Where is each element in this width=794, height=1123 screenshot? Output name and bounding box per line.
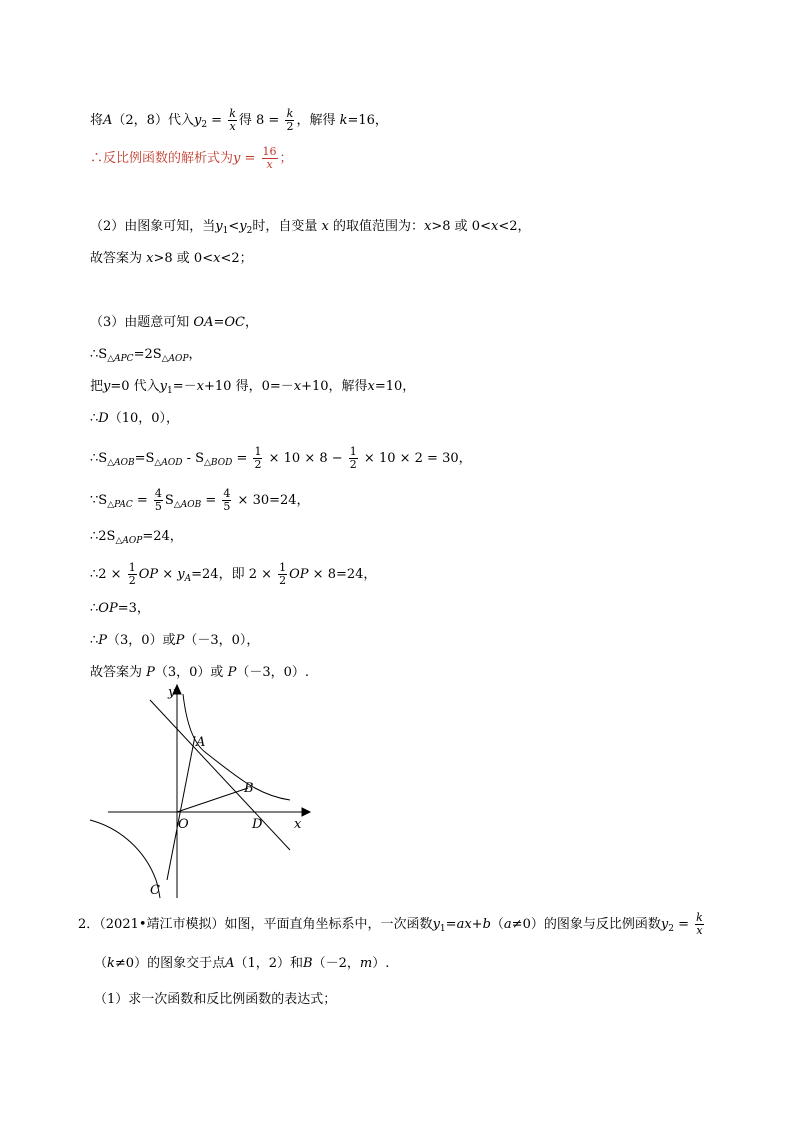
fraction-16-over-x <box>262 146 278 171</box>
text: <2， <box>498 219 531 234</box>
var-x: x <box>321 219 329 234</box>
var-k: k <box>107 956 115 971</box>
numerator: 4 <box>223 487 231 500</box>
text: ∵S <box>90 493 108 508</box>
subscript: △AOP <box>115 536 143 546</box>
text: = <box>240 151 260 166</box>
text: ∴S <box>90 451 108 466</box>
text: ∴S <box>90 347 108 362</box>
var-y: y <box>215 219 223 234</box>
denominator: x <box>229 120 236 133</box>
text: 故答案为 <box>90 665 147 680</box>
subscript: △PAC <box>107 500 133 510</box>
question-number: 2． <box>78 917 100 932</box>
label-A: A <box>196 735 206 750</box>
label-O: O <box>178 817 189 832</box>
text: ， <box>188 347 202 362</box>
seg-OA: OA <box>193 315 214 330</box>
line-AOC <box>167 736 195 880</box>
subscript: 1 <box>167 386 173 396</box>
segment-OB <box>177 788 248 812</box>
text: （10，0）， <box>108 411 180 426</box>
text: （2，8）代入 <box>112 113 194 128</box>
text: <2； <box>220 251 253 266</box>
var-y: y <box>233 151 241 166</box>
text: +10 得，0=－ <box>204 379 294 394</box>
part3-line-8 <box>90 562 376 588</box>
text: ∴ <box>90 411 99 426</box>
var-y: y <box>660 917 669 932</box>
text: +10，解得 <box>301 379 368 394</box>
denominator: 2 <box>279 574 287 587</box>
point-A: A <box>103 113 113 128</box>
text: ∴反比例函数的解析式为 <box>90 151 234 166</box>
numerator: k <box>696 911 703 924</box>
denominator: 5 <box>223 500 231 513</box>
text: >8 或 0< <box>153 251 214 266</box>
subscript: 1 <box>439 924 446 934</box>
part3-line-10 <box>90 632 259 650</box>
subquestion-text: （1）求一次函数和反比例函数的表达式； <box>94 992 337 1007</box>
numerator: k <box>229 107 236 120</box>
numerator: 4 <box>154 487 162 500</box>
text: = <box>673 917 694 932</box>
var-y: y <box>103 379 111 394</box>
text: （1，2）和 <box>234 956 304 971</box>
text: ∴ <box>90 633 99 648</box>
text: ）. <box>372 956 390 971</box>
text: =16， <box>347 113 388 128</box>
text: （3）由题意可知 <box>90 315 190 330</box>
fraction-half <box>128 562 137 587</box>
text: =10， <box>374 379 416 394</box>
seg-OP: OP <box>98 601 118 616</box>
text: 的取值范围为： <box>333 219 425 234</box>
text: （－3，0）. <box>236 665 310 680</box>
text: （2）由图象可知，当 <box>90 219 216 234</box>
label-D: D <box>252 817 263 832</box>
text: = <box>445 917 457 932</box>
point-A: A <box>225 956 235 971</box>
text: （－3，0）， <box>184 633 260 648</box>
denominator: 2 <box>254 458 262 471</box>
var-y: y <box>193 113 202 128</box>
text: 把 <box>90 379 104 394</box>
denominator: 2 <box>286 120 294 133</box>
label-B: B <box>244 781 254 796</box>
fraction-four-fifths <box>222 488 231 513</box>
subscript: 2 <box>668 924 674 934</box>
line-AB <box>150 700 290 850</box>
part3-line-7 <box>90 528 183 550</box>
subscript: 1 <box>222 226 229 236</box>
subscript: △BOD <box>204 458 233 468</box>
numerator: k <box>286 107 294 120</box>
text: 故答案为 <box>90 251 143 266</box>
var-x: x <box>293 379 302 394</box>
text: （3，0）或 <box>107 633 176 648</box>
text: >8 或 0< <box>431 219 491 234</box>
var-x: x <box>490 219 499 234</box>
fraction-half <box>253 446 262 471</box>
subscript: 2 <box>201 120 208 130</box>
text: 得 8 = <box>238 113 284 128</box>
text: （3，0）或 <box>154 665 228 680</box>
text: = <box>213 315 225 330</box>
text: 时，自变量 <box>252 219 318 234</box>
label-x: x <box>294 817 302 832</box>
text: ∴2S <box>90 529 116 544</box>
text: + <box>471 917 483 932</box>
text: × 8=24， <box>308 567 377 582</box>
point-P: P <box>227 665 237 680</box>
fraction-k-over-x <box>228 108 237 133</box>
text: ≠0）的图象交于点 <box>114 956 226 971</box>
text: =－ <box>172 379 197 394</box>
subscript: △AOP <box>161 354 189 364</box>
numerator: 16 <box>262 145 277 158</box>
x-axis-arrow <box>302 808 310 816</box>
numerator: 1 <box>349 445 357 458</box>
part3-line-5 <box>90 446 472 472</box>
question-2-line-1 <box>78 912 706 937</box>
text: =24，即 2 × <box>191 567 277 582</box>
text: （－2， <box>312 956 360 971</box>
numerator: 1 <box>128 561 136 574</box>
denominator: 2 <box>349 458 357 471</box>
text: =24， <box>142 529 183 544</box>
subscript: 2 <box>246 226 253 236</box>
seg-OC: OC <box>224 315 245 330</box>
text: ≠0）的图象与反比例函数 <box>511 917 661 932</box>
text: × 30=24， <box>233 493 310 508</box>
point-P: P <box>146 665 155 680</box>
denominator: x <box>266 158 273 171</box>
var-ax: ax <box>456 917 472 932</box>
part3-line-6 <box>90 488 310 514</box>
text: - S <box>182 451 205 466</box>
text: =3， <box>117 601 150 616</box>
var-y: y <box>432 917 440 932</box>
denominator: x <box>696 924 703 937</box>
part2-line-2 <box>90 250 253 268</box>
text: （ <box>490 917 504 932</box>
text: =S <box>134 451 155 466</box>
subscript: △AOD <box>154 458 183 468</box>
text: 如图，平面直角坐标系中，一次函数 <box>224 917 433 932</box>
text: （ <box>94 956 108 971</box>
fraction-half <box>278 562 287 587</box>
part3-line-1 <box>90 314 258 332</box>
text: = <box>207 113 227 128</box>
numerator: 1 <box>254 445 262 458</box>
fraction-half <box>349 446 358 471</box>
numerator: 1 <box>279 561 287 574</box>
point-P: P <box>175 633 185 648</box>
fraction-k-over-x <box>695 912 704 937</box>
text: ； <box>279 151 293 166</box>
var-x: x <box>213 251 221 266</box>
seg-OP: OP <box>138 567 159 582</box>
text: ， <box>244 315 258 330</box>
text: = <box>201 493 221 508</box>
point-D: D <box>98 411 109 426</box>
subscript: △APC <box>107 354 134 364</box>
question-2-line-2 <box>94 952 389 971</box>
var-b: b <box>482 917 491 932</box>
point-P: P <box>98 633 108 648</box>
text: × <box>158 567 178 582</box>
text: =0 代入 <box>110 379 160 394</box>
label-C: C <box>150 883 160 898</box>
part2-line-1 <box>90 218 530 240</box>
var-m: m <box>359 956 373 971</box>
text: × 10 × 2 = 30， <box>359 451 472 466</box>
var-x: x <box>196 379 205 394</box>
text: ，解得 <box>296 113 340 128</box>
var-y: y <box>177 567 185 582</box>
text: =2S <box>133 347 162 362</box>
point-B: B <box>303 956 313 971</box>
var-k: k <box>339 113 348 128</box>
question-source: （2021•靖江市模拟） <box>99 917 225 932</box>
text: ∴2 × <box>90 567 126 582</box>
part3-line-3 <box>90 378 415 400</box>
part3-line-2 <box>90 346 202 368</box>
denominator: 2 <box>128 574 136 587</box>
text: × 10 × 8 − <box>264 451 347 466</box>
question-2-sub-1 <box>94 988 336 1007</box>
text: S <box>164 493 174 508</box>
label-y: y <box>168 685 176 700</box>
subscript: △AOB <box>107 458 135 468</box>
fraction-four-fifths <box>154 488 163 513</box>
var-x: x <box>424 219 432 234</box>
subscript: △AOB <box>173 500 202 510</box>
part3-line-4 <box>90 410 179 428</box>
solution-line-1 <box>90 108 388 134</box>
text: 将 <box>90 113 104 128</box>
var-a: a <box>503 917 512 932</box>
var-x: x <box>367 379 375 394</box>
text: = <box>132 493 152 508</box>
denominator: 5 <box>154 500 162 513</box>
var-y: y <box>159 379 168 394</box>
fraction-k-over-2 <box>285 108 294 133</box>
text: < <box>228 219 240 234</box>
var-y: y <box>239 219 247 234</box>
part3-line-9 <box>90 600 150 618</box>
var-x: x <box>146 251 154 266</box>
seg-OP: OP <box>289 567 309 582</box>
text: ∴ <box>90 601 99 616</box>
function-graph <box>80 680 320 902</box>
subscript: A <box>184 574 192 584</box>
text: = <box>232 451 252 466</box>
solution-line-2 <box>90 146 293 171</box>
